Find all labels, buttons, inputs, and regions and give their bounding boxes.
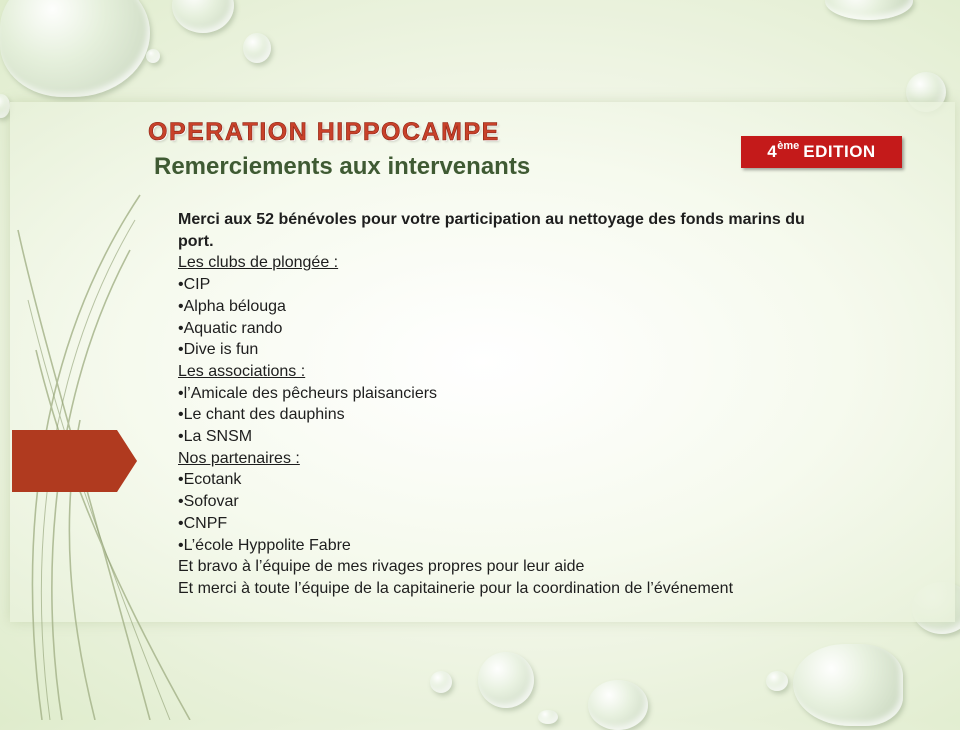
intro-text: Merci aux 52 bénévoles pour votre participation au nettoyage des fonds marins du port. bbox=[178, 211, 805, 250]
water-drop-icon bbox=[793, 644, 903, 726]
water-drop-icon bbox=[588, 680, 648, 730]
slide-subtitle: Remerciements aux intervenants bbox=[154, 153, 531, 180]
water-drop-icon bbox=[243, 33, 271, 63]
list-item: •Aquatic rando bbox=[178, 319, 283, 337]
list-item: •Sofovar bbox=[178, 493, 239, 511]
list-item: •CNPF bbox=[178, 514, 228, 532]
water-drop-icon bbox=[0, 0, 150, 97]
edition-superscript: ème bbox=[777, 140, 800, 152]
list-item: •Dive is fun bbox=[178, 341, 259, 359]
water-drop-icon bbox=[0, 94, 10, 118]
list-item: •La SNSM bbox=[178, 428, 253, 446]
water-drop-icon bbox=[430, 671, 452, 693]
water-drop-icon bbox=[478, 652, 534, 708]
partners-heading: Nos partenaires : bbox=[178, 449, 300, 467]
edition-word: EDITION bbox=[803, 142, 876, 161]
arrow-shape bbox=[12, 430, 137, 492]
water-drop-icon bbox=[146, 49, 160, 63]
water-drop-icon bbox=[172, 0, 234, 33]
water-drop-icon bbox=[538, 710, 558, 724]
closing-line: Et merci à toute l’équipe de la capitainerie pour la coordination de l’événement bbox=[178, 579, 734, 597]
closing-line: Et bravo à l’équipe de mes rivages propres pour leur aide bbox=[178, 558, 585, 576]
edition-number: 4 bbox=[767, 142, 778, 161]
associations-heading: Les associations : bbox=[178, 362, 306, 380]
water-drop-icon bbox=[825, 0, 913, 20]
list-item: •L’école Hyppolite Fabre bbox=[178, 536, 351, 554]
list-item: •Ecotank bbox=[178, 471, 242, 489]
water-drop-icon bbox=[766, 671, 788, 691]
list-item: •Alpha bélouga bbox=[178, 297, 286, 315]
list-item: •CIP bbox=[178, 276, 211, 294]
list-item: •l’Amicale des pêcheurs plaisanciers bbox=[178, 384, 438, 402]
list-item: •Le chant des dauphins bbox=[178, 406, 345, 424]
slide-title: OPERATION HIPPOCAMPE bbox=[148, 118, 500, 146]
slide-body bbox=[178, 209, 818, 600]
clubs-heading: Les clubs de plongée : bbox=[178, 254, 339, 272]
edition-badge bbox=[741, 136, 902, 168]
